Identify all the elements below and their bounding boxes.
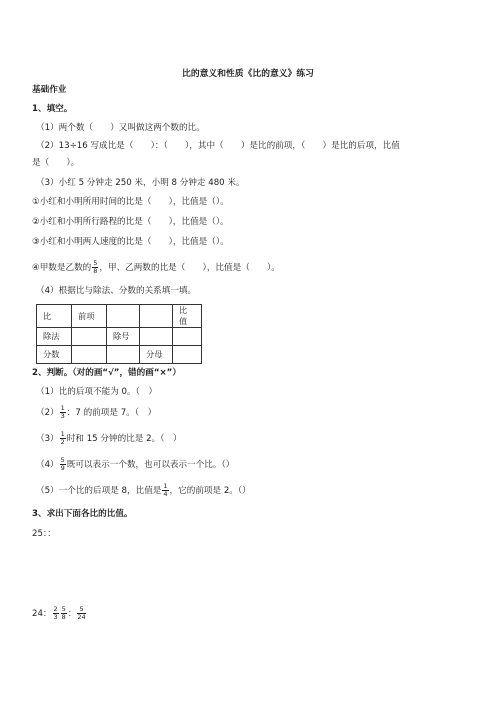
fraction-denominator: 8 <box>61 613 66 621</box>
q2-item-1: （1）比的后项不能为 0。（ ） <box>36 387 158 397</box>
fraction-denominator: 3 <box>53 613 58 621</box>
q1-item-1: （1）两个数（ ）又叫做这两个数的比。 <box>36 123 205 133</box>
q1-label: 1、填空。 <box>32 104 73 114</box>
table-cell <box>107 305 140 328</box>
q3-expression-2 <box>32 606 87 621</box>
q2-item-2-post: ：7 的前项是 7。（ ） <box>66 408 157 418</box>
q2-item-5-post: ，它的前项是 2。（） <box>169 486 251 496</box>
table-cell <box>173 346 202 364</box>
q3-expression-2-sep: ： <box>67 609 77 619</box>
q1-item-2-cont: 是（ ）。 <box>32 158 80 168</box>
table-row <box>37 328 202 346</box>
table-cell: 比 <box>37 305 72 328</box>
table-cell <box>140 305 173 328</box>
q2-item-4-pre: （4） <box>36 460 59 470</box>
table-cell <box>140 328 173 346</box>
table-row <box>37 305 202 328</box>
table-cell <box>107 346 140 364</box>
fraction <box>92 260 98 275</box>
table-row <box>37 346 202 364</box>
fraction-denominator: 9 <box>60 464 65 472</box>
fraction-numerator: 5 <box>60 456 65 464</box>
fraction <box>77 606 85 621</box>
q2-item-3-pre: （3） <box>36 434 59 444</box>
q1-item-3b: ②小红和小明所行路程的比是（ ），比值是（）。 <box>32 217 229 227</box>
q2-item-5-pre: （5）一个比的后项是 8，比值是 <box>36 486 162 496</box>
q2-item-5 <box>36 483 251 498</box>
fraction-numerator: 5 <box>77 606 85 614</box>
q3-expression-2-pre: 24： <box>32 609 52 619</box>
table-cell: 分数 <box>37 346 72 364</box>
q1-item-3: （3）小红 5 分钟走 250 米，小明 8 分钟走 480 米。 <box>36 178 245 188</box>
q1-item-5: （4）根据比与除法、分数的关系填一填。 <box>36 286 197 296</box>
fraction <box>60 457 66 472</box>
relation-table <box>36 304 202 364</box>
fraction <box>53 606 59 621</box>
fraction <box>60 405 66 420</box>
fraction-denominator: 4 <box>163 490 168 498</box>
q1-item-4 <box>32 260 280 275</box>
fraction-numerator: 1 <box>163 482 168 490</box>
table-cell: 比值 <box>173 305 202 328</box>
fraction-denominator: 3 <box>60 412 65 420</box>
q2-item-3 <box>36 431 182 446</box>
q2-label: 2、判断。（对的画“√”，错的画“×”） <box>32 368 181 378</box>
table-cell: 前项 <box>72 305 107 328</box>
fraction-denominator: 8 <box>93 267 98 275</box>
table-cell: 除号 <box>107 328 140 346</box>
q3-label: 3、求出下面各比的比值。 <box>32 509 133 519</box>
fraction-numerator: 5 <box>93 259 98 267</box>
q1-item-3a: ①小红和小明所用时间的比是（ ），比值是（）。 <box>32 197 229 207</box>
fraction-denominator: 2 <box>60 438 65 446</box>
fraction-numerator: 1 <box>60 404 65 412</box>
q2-item-4 <box>36 457 234 472</box>
fraction-numerator: 1 <box>60 430 65 438</box>
page-title: 比的意义和性质《比的意义》练习 <box>182 69 314 79</box>
q3-expression-1: 25：： <box>32 529 56 539</box>
q1-item-4-post: ，甲、乙两数的比是（ ），比值是（ ）。 <box>99 263 280 273</box>
fraction <box>162 483 168 498</box>
table-cell <box>72 346 107 364</box>
section-heading: 基础作业 <box>32 85 67 95</box>
table-cell: 除法 <box>37 328 72 346</box>
q2-item-4-post: 既可以表示一个数，也可以表示一个比。（） <box>66 460 235 470</box>
q1-item-3c: ③小红和小明两人速度的比是（ ），比值是（）。 <box>32 237 229 247</box>
table-cell <box>72 328 107 346</box>
table-cell <box>173 328 202 346</box>
q2-item-3-post: 时和 15 分钟的比是 2。（ ） <box>66 434 182 444</box>
fraction-denominator: 24 <box>77 613 86 621</box>
q1-item-2: （2）13÷16 写成比是（ ）：（ ），其中（ ）是比的前项，（ ）是比的后项，比值 <box>36 141 400 151</box>
q1-item-4-pre: ④甲数是乙数的 <box>32 263 92 273</box>
fraction <box>60 431 66 446</box>
fraction-numerator: 5 <box>61 605 66 613</box>
q2-item-2 <box>36 405 156 420</box>
fraction <box>61 606 67 621</box>
table-cell: 分母 <box>140 346 173 364</box>
fraction-numerator: 2 <box>53 605 58 613</box>
q2-item-2-pre: （2） <box>36 408 59 418</box>
